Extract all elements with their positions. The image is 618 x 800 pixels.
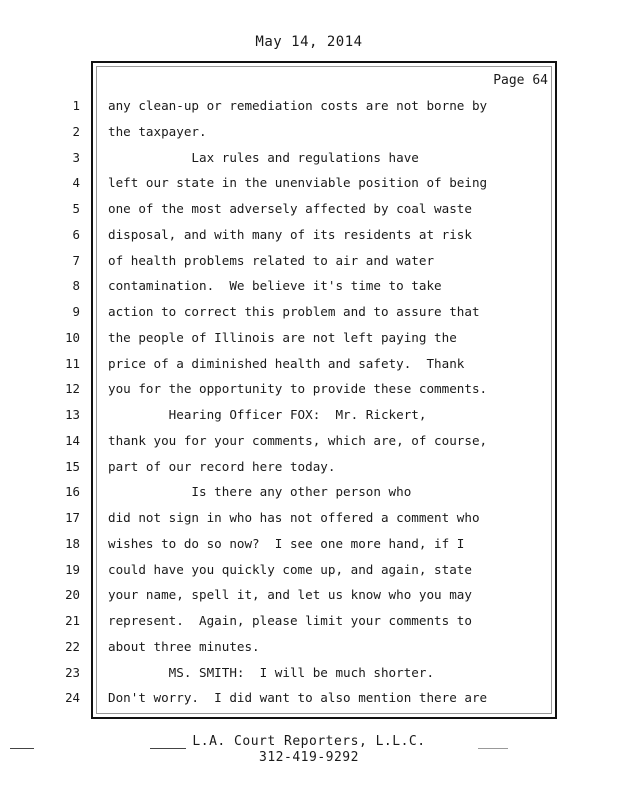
line-text: part of our record here today. — [108, 458, 336, 474]
transcript-line — [0, 454, 618, 480]
transcript-line — [0, 660, 618, 686]
line-text: your name, spell it, and let us know who you may — [108, 587, 472, 603]
line-number: 23 — [65, 664, 80, 680]
transcript-date: May 14, 2014 — [255, 34, 363, 50]
line-number: 1 — [72, 98, 80, 113]
line-text: the taxpayer. — [108, 123, 207, 139]
line-text: of health problems related to air and water — [108, 252, 435, 268]
line-text: the people of Illinois are not left paying the — [108, 329, 457, 345]
line-text: Don't worry. I did want to also mention there are — [108, 690, 488, 706]
line-number: 2 — [72, 123, 80, 139]
transcript-line — [0, 479, 618, 505]
line-number: 24 — [65, 690, 80, 706]
court-reporter-firm: L.A. Court Reporters, L.L.C. — [192, 734, 426, 749]
transcript-line — [0, 273, 618, 299]
line-number: 19 — [65, 561, 80, 577]
line-text: MS. SMITH: I will be much shorter. — [108, 664, 435, 680]
line-text: you for the opportunity to provide these comments. — [108, 381, 488, 397]
line-number: 7 — [72, 252, 80, 268]
line-number: 16 — [65, 484, 80, 500]
line-text: contamination. We believe it's time to take — [108, 278, 442, 294]
line-number: 13 — [65, 407, 80, 422]
line-number: 11 — [65, 355, 80, 371]
line-text: thank you for your comments, which are, of course, — [108, 432, 488, 448]
line-text: Is there any other person who — [108, 484, 412, 500]
line-number: 22 — [65, 638, 80, 654]
line-number: 20 — [65, 587, 80, 603]
transcript-line — [0, 170, 618, 196]
transcript-line — [0, 196, 618, 222]
line-number: 9 — [72, 304, 80, 319]
line-text: disposal, and with many of its residents at risk — [108, 226, 472, 242]
line-number: 6 — [72, 226, 80, 242]
line-number: 4 — [72, 175, 80, 191]
line-text: Hearing Officer FOX: Mr. Rickert, — [108, 407, 427, 422]
line-number: 18 — [65, 535, 80, 551]
transcript-line — [0, 608, 618, 634]
line-text: price of a diminished health and safety. Thank — [108, 355, 465, 371]
line-text: Lax rules and regulations have — [108, 149, 419, 165]
line-number: 21 — [65, 613, 80, 628]
line-number: 12 — [65, 381, 80, 397]
line-text: wishes to do so now? I see one more hand, if I — [108, 535, 465, 551]
transcript-line — [0, 634, 618, 660]
line-number: 17 — [65, 510, 80, 525]
page-number: Page 64 — [493, 73, 548, 88]
line-number: 10 — [65, 329, 80, 345]
line-text: left our state in the unenviable position of being — [108, 175, 488, 191]
transcript-lines — [0, 93, 618, 711]
transcript-line — [0, 531, 618, 557]
transcript-line — [0, 145, 618, 171]
transcript-line — [0, 402, 618, 428]
transcript-line — [0, 119, 618, 145]
line-text: any clean-up or remediation costs are not borne by — [108, 98, 488, 113]
transcript-line — [0, 582, 618, 608]
transcript-line — [0, 376, 618, 402]
transcript-line — [0, 505, 618, 531]
line-text: one of the most adversely affected by coal waste — [108, 201, 472, 216]
transcript-line — [0, 557, 618, 583]
transcript-line — [0, 248, 618, 274]
line-number: 15 — [65, 458, 80, 474]
transcript-line — [0, 299, 618, 325]
transcript-line — [0, 428, 618, 454]
transcript-line — [0, 351, 618, 377]
line-text: could have you quickly come up, and again, state — [108, 561, 472, 577]
line-number: 3 — [72, 149, 80, 165]
transcript-line — [0, 685, 618, 711]
transcript-line — [0, 325, 618, 351]
transcript-line — [0, 93, 618, 119]
line-text: did not sign in who has not offered a comment who — [108, 510, 480, 525]
court-reporter-phone: 312-419-9292 — [259, 750, 359, 765]
line-text: represent. Again, please limit your comments to — [108, 613, 472, 628]
transcript-line — [0, 222, 618, 248]
line-text: action to correct this problem and to assure that — [108, 304, 480, 319]
line-number: 14 — [65, 432, 80, 448]
line-number: 8 — [72, 278, 80, 294]
line-text: about three minutes. — [108, 638, 260, 654]
line-number: 5 — [72, 201, 80, 216]
